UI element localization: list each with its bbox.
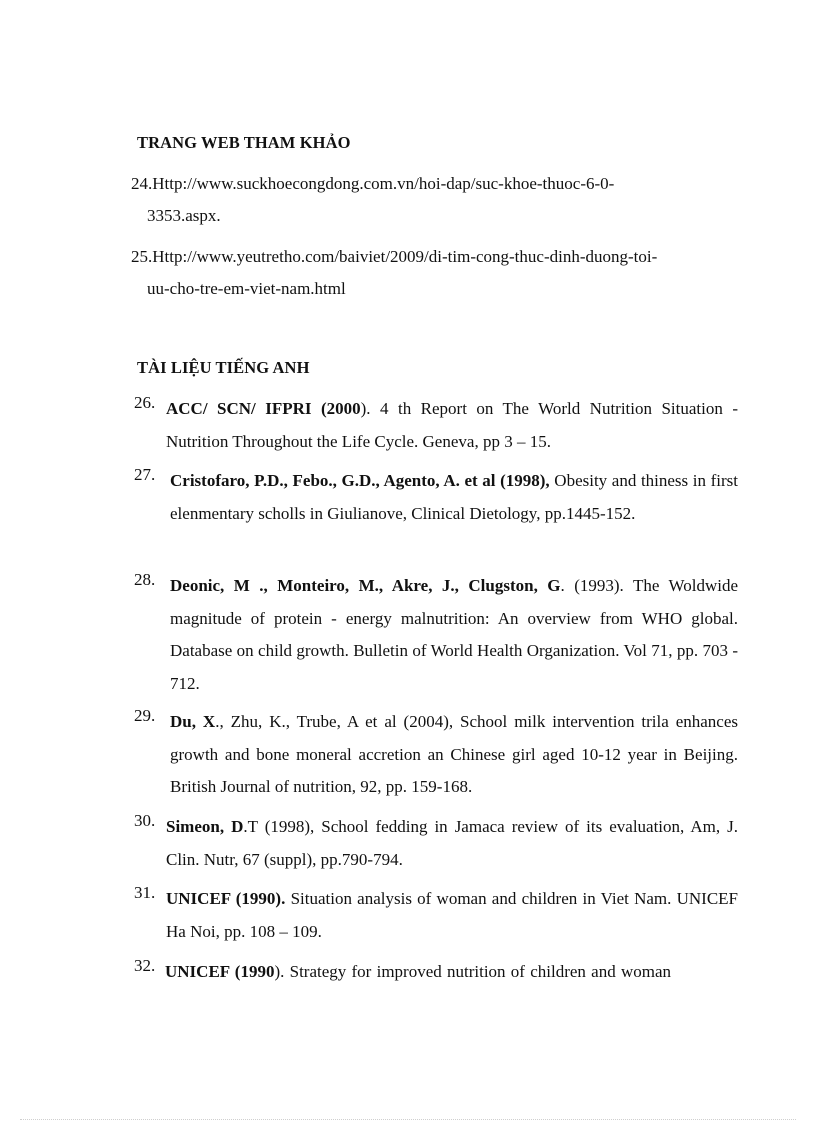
web-reference-25 bbox=[131, 241, 731, 305]
reference-authors: Du, X bbox=[170, 712, 216, 731]
web-reference-line: 24.Http://www.suckhoecongdong.com.vn/hoi-dap/suc-khoe-thuoc-6-0- bbox=[131, 174, 615, 193]
reference-text: Situation analysis of woman and children in Viet Nam. UNICEF Ha Noi, pp. 108 – 109. bbox=[166, 889, 738, 941]
reference-text: Obesity and thiness in first elenmentary scholls in Giulianove, Clinical Dietology, pp.1445-152. bbox=[170, 471, 738, 523]
reference-text: ., Zhu, K., Trube, A et al (2004), School milk intervention trila enhances growth and bone moneral accretion an Chinese girl aged 10-12 year in Beijing. British Journal of nutrition, 92, pp. 159-168. bbox=[170, 712, 738, 796]
reference-authors: ACC/ SCN/ IFPRI (2000 bbox=[166, 399, 361, 418]
reference-number: 32. bbox=[134, 956, 156, 975]
english-references-heading: TÀI LIỆU TIẾNG ANH bbox=[137, 358, 310, 377]
reference-authors: Cristofaro, P.D., Febo., G.D., Agento, A. et al (1998), bbox=[170, 471, 550, 490]
web-reference-line-cont: uu-cho-tre-em-viet-nam.html bbox=[147, 279, 346, 298]
reference-number: 26. bbox=[134, 393, 156, 412]
web-reference-line-cont: 3353.aspx. bbox=[147, 206, 221, 225]
reference-28 bbox=[134, 570, 738, 700]
reference-authors: Deonic, M ., Monteiro, M., Akre, J., Clugston, G bbox=[170, 576, 561, 595]
reference-authors: UNICEF (1990 bbox=[165, 962, 275, 981]
reference-text: . (1993). The Woldwide magnitude of protein - energy malnutrition: An overview from WHO global. Database on child growth. Bulletin of World Health Organization. Vol 71, pp. 703 - 712. bbox=[170, 576, 738, 693]
reference-26 bbox=[134, 393, 738, 458]
page-bottom-rule bbox=[20, 1119, 796, 1120]
reference-29 bbox=[134, 706, 738, 804]
reference-30 bbox=[134, 811, 738, 876]
reference-text: ). Strategy for improved nutrition of children and woman bbox=[274, 962, 671, 981]
reference-authors: Simeon, D bbox=[166, 817, 244, 836]
reference-number: 29. bbox=[134, 706, 156, 725]
web-reference-line: 25.Http://www.yeutretho.com/baiviet/2009/di-tim-cong-thuc-dinh-duong-toi- bbox=[131, 247, 658, 266]
reference-text: ). 4 th Report on The World Nutrition Situation - Nutrition Throughout the Life Cycle. Geneva, pp 3 – 15. bbox=[166, 399, 738, 451]
reference-number: 30. bbox=[134, 811, 156, 830]
reference-32 bbox=[134, 956, 738, 989]
reference-27 bbox=[134, 465, 738, 530]
reference-authors: UNICEF (1990). bbox=[166, 889, 286, 908]
reference-number: 27. bbox=[134, 465, 156, 484]
reference-number: 28. bbox=[134, 570, 156, 589]
reference-31 bbox=[134, 883, 738, 948]
web-reference-24 bbox=[131, 168, 731, 232]
web-references-heading: TRANG WEB THAM KHẢO bbox=[137, 133, 351, 152]
reference-text: .T (1998), School fedding in Jamaca review of its evaluation, Am, J. Clin. Nutr, 67 (suppl), pp.790-794. bbox=[166, 817, 738, 869]
reference-number: 31. bbox=[134, 883, 156, 902]
